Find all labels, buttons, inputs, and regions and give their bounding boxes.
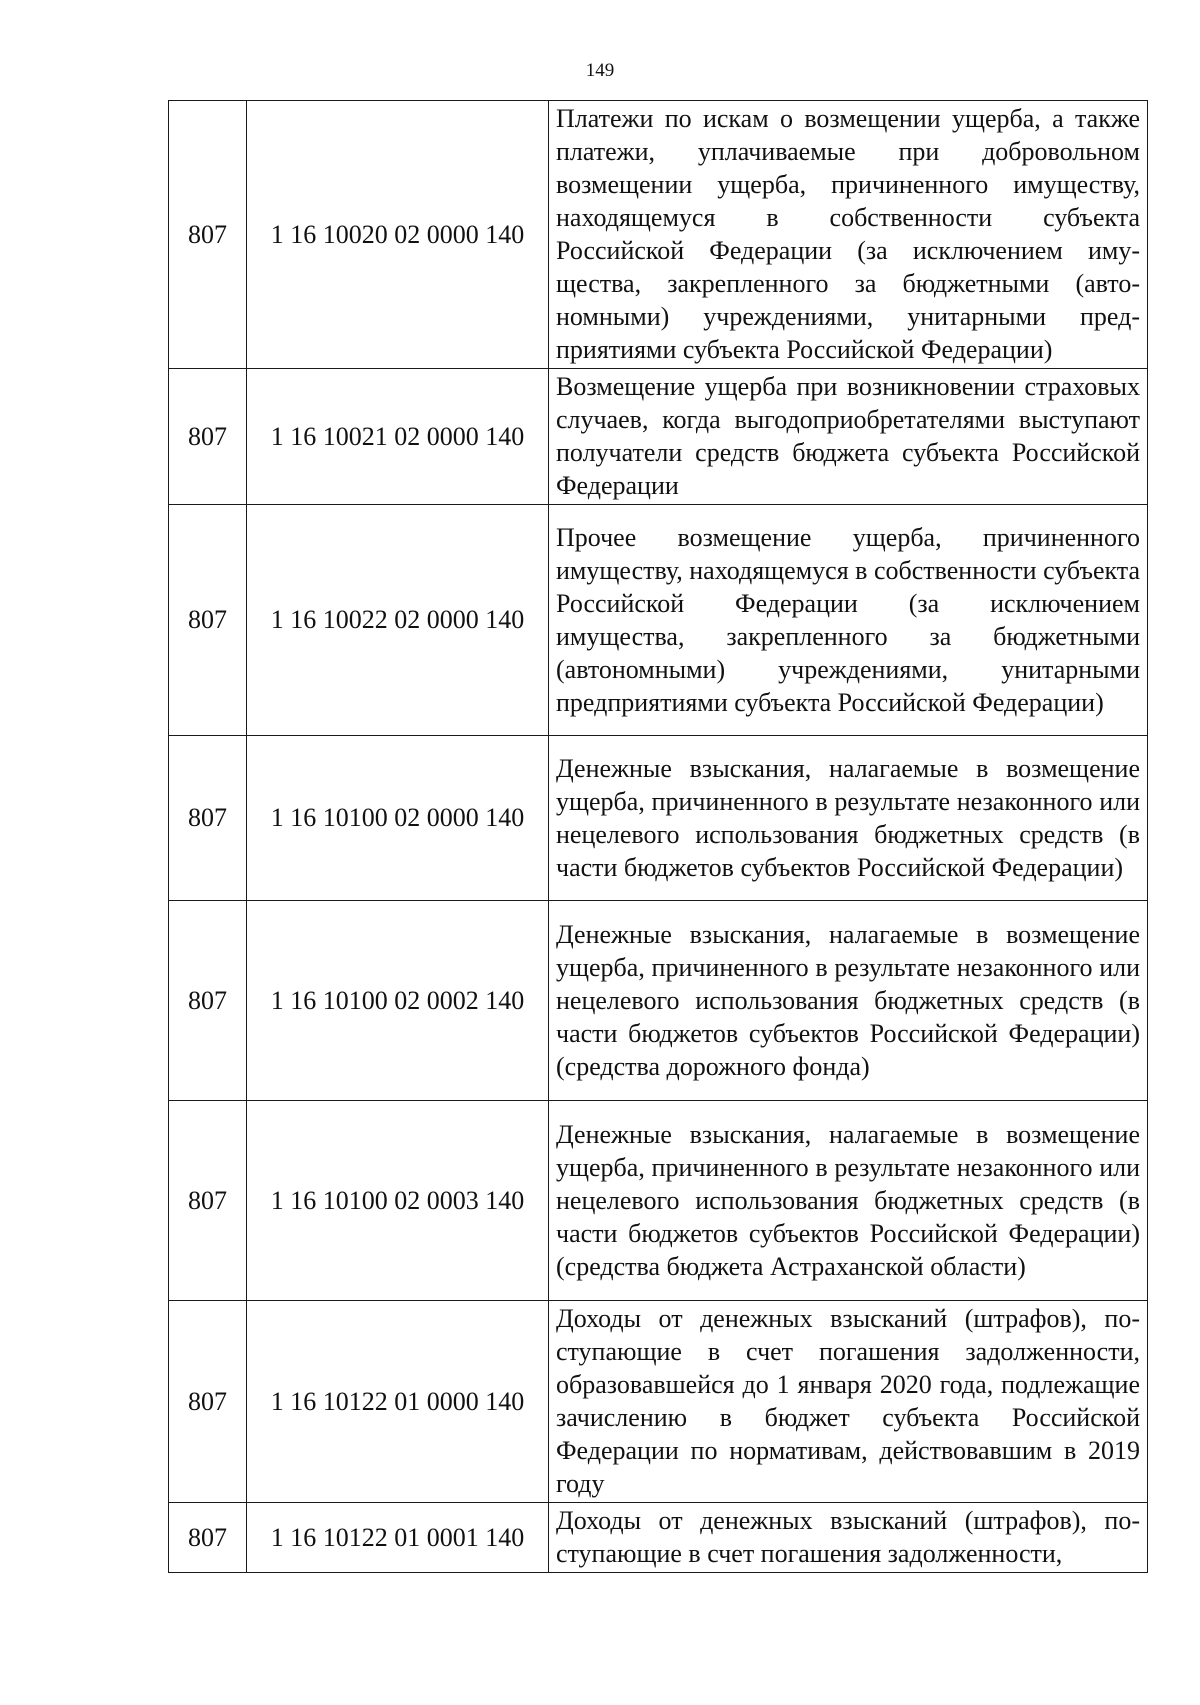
budget-classification-code-cell: 1 16 10021 02 0000 140 xyxy=(247,369,549,505)
income-description-cell: Доходы от денежных взысканий (штрафов), поступающие в счет погашения задолженности, образовавшейся до 1 января 2020 года, подлежащие зачислению в бюджет субъекта Российской Федерации по нормативам, действовавшим в 2019 году xyxy=(549,1301,1148,1503)
table-row xyxy=(169,1101,1148,1301)
budget-classification-code-cell: 1 16 10100 02 0003 140 xyxy=(247,1101,549,1301)
budget-codes-table xyxy=(168,100,1148,1573)
budget-classification-code-cell: 1 16 10100 02 0002 140 xyxy=(247,901,549,1101)
admin-code-cell: 807 xyxy=(169,101,247,369)
income-description-cell: Прочее возмещение ущерба, причиненного имуществу, находящемуся в собственности субъекта Российской Федерации (за исключением имущества, закрепленного за бюджетными (автономными) учреждениями, унитарными предприятиями субъекта Российской Федерации) xyxy=(549,505,1148,736)
table-row xyxy=(169,505,1148,736)
admin-code-cell: 807 xyxy=(169,1503,247,1573)
income-description-cell: Денежные взыскания, налагаемые в возмещение ущерба, причиненного в результате незаконного или нецелевого использования бюджетных средств (в части бюджетов субъектов Российской Федерации) (средства бюджета Астраханской области) xyxy=(549,1101,1148,1301)
admin-code-cell: 807 xyxy=(169,1101,247,1301)
budget-classification-code-cell: 1 16 10122 01 0000 140 xyxy=(247,1301,549,1503)
admin-code-cell: 807 xyxy=(169,369,247,505)
page-number: 149 xyxy=(585,60,615,81)
admin-code-cell: 807 xyxy=(169,505,247,736)
income-description-cell: Возмещение ущерба при возникновении страховых случаев, когда выгодоприобретателями выступают получатели средств бюджета субъекта Российской Федерации xyxy=(549,369,1148,505)
admin-code-cell: 807 xyxy=(169,1301,247,1503)
budget-classification-code-cell: 1 16 10122 01 0001 140 xyxy=(247,1503,549,1573)
admin-code-cell: 807 xyxy=(169,901,247,1101)
budget-classification-code-cell: 1 16 10020 02 0000 140 xyxy=(247,101,549,369)
table-row xyxy=(169,1301,1148,1503)
table-row xyxy=(169,101,1148,369)
table-row xyxy=(169,736,1148,901)
income-description-cell: Доходы от денежных взысканий (штрафов), поступающие в счет погашения задолженности, xyxy=(549,1503,1148,1573)
income-description-cell: Платежи по искам о возмещении ущерба, а также платежи, уплачиваемые при добровольном возмещении ущерба, причиненного имуществу, находящемуся в собственности субъекта Российской Федерации (за исключением имущества, закрепленного за бюджетными (автономными) учреждениями, унитарными предприятиями субъекта Российской Федерации) xyxy=(549,101,1148,369)
budget-classification-code-cell: 1 16 10100 02 0000 140 xyxy=(247,736,549,901)
income-description-cell: Денежные взыскания, налагаемые в возмещение ущерба, причиненного в результате незаконного или нецелевого использования бюджетных средств (в части бюджетов субъектов Российской Федерации) xyxy=(549,736,1148,901)
admin-code-cell: 807 xyxy=(169,736,247,901)
budget-classification-code-cell: 1 16 10022 02 0000 140 xyxy=(247,505,549,736)
table-row xyxy=(169,1503,1148,1573)
income-description-cell: Денежные взыскания, налагаемые в возмещение ущерба, причиненного в результате незаконного или нецелевого использования бюджетных средств (в части бюджетов субъектов Российской Федерации) (средства дорожного фонда) xyxy=(549,901,1148,1101)
table-row xyxy=(169,369,1148,505)
table-row xyxy=(169,901,1148,1101)
